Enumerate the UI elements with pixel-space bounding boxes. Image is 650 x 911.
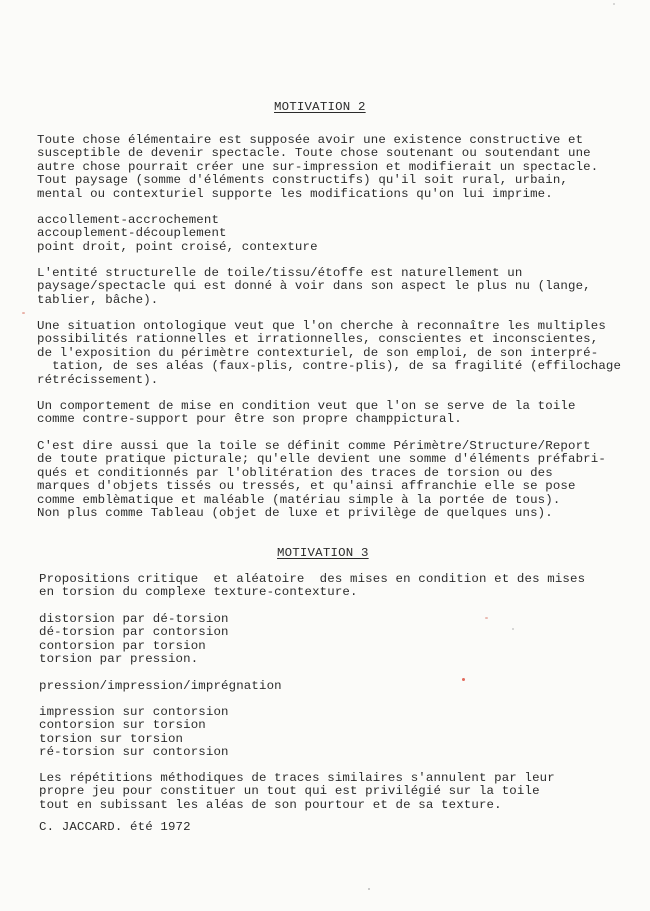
text-line: mental ou contexturiel supporte les modifications qu'on lui imprime. <box>37 186 553 201</box>
text-line: Toute chose élémentaire est supposée avoir une existence constructive et <box>37 133 584 147</box>
text-line: tout en subissant les aléas de son pourtour et de sa texture. <box>39 797 502 812</box>
line-pression: pression/impression/imprégnation <box>39 679 282 693</box>
text-line: autre chose pourrait créer une sur-impression et modifierait un spectacle. <box>37 159 599 174</box>
text-line: en torsion du complexe texture-contexture. <box>39 585 358 600</box>
paper-speck <box>512 628 514 630</box>
text-line: Tout paysage (somme d'éléments constructifs) qu'il soit rural, urbain, <box>37 173 568 188</box>
text-line: marques d'objets tissés ou tressés, et qu'ainsi affranchie elle se pose <box>37 479 576 494</box>
text-line: tablier, bâche). <box>37 292 159 307</box>
paper-speck <box>485 617 488 619</box>
text-line: propre jeu pour constituer un tout qui est privilégié sur la toile <box>39 784 540 799</box>
text-line: contorsion sur torsion <box>39 718 206 733</box>
paper-speck <box>613 3 615 5</box>
paper-speck <box>462 678 465 681</box>
text-line: comme emblèmatique et maléable (matériau simple à la portée de tous). <box>37 492 561 507</box>
list-contorsion <box>39 706 229 760</box>
text-line: C'est dire aussi que la toile se définit comme Périmètre/Structure/Report <box>37 439 591 453</box>
text-line: dé-torsion par contorsion <box>39 625 229 640</box>
list-accouplement <box>37 214 318 254</box>
text-line: Non plus comme Tableau (objet de luxe et privilège de quelques uns). <box>37 506 553 521</box>
signature: C. JACCARD. été 1972 <box>39 820 191 834</box>
text-line: possibilités rationnelles et irrationnelles, conscientes et inconscientes, <box>37 332 599 347</box>
paragraph-1 <box>37 134 598 201</box>
text-line: tation, de ses aléas (faux-plis, contre-plis), de sa fragilité (effilochage <box>37 359 622 374</box>
text-line: ré-torsion sur contorsion <box>39 745 229 760</box>
heading-motivation-3: MOTIVATION 3 <box>277 546 369 560</box>
text-line: Propositions critique et aléatoire des mises en condition et des mises <box>39 572 586 586</box>
paragraph-2 <box>37 267 591 307</box>
text-line: Une situation ontologique veut que l'on cherche à reconnaître les multiples <box>37 319 606 333</box>
text-line: accouplement-découplement <box>37 226 227 241</box>
heading-motivation-2: MOTIVATION 2 <box>274 100 366 114</box>
text-line: torsion sur torsion <box>39 731 184 746</box>
text-line: comme contre-support pour être son propre champpictural. <box>37 412 462 427</box>
text-line: rétrécissement). <box>37 372 159 387</box>
paragraph-4 <box>37 400 576 427</box>
text-line: susceptible de devenir spectacle. Toute chose soutenant ou soutendant une <box>37 146 591 161</box>
text-line: point droit, point croisé, contexture <box>37 239 318 254</box>
text-line: paysage/spectacle qui est donné à voir dans son aspect le plus nu (lange, <box>37 279 591 294</box>
text-line: torsion par pression. <box>39 652 199 667</box>
paragraph-3 <box>37 320 621 387</box>
text-line: contorsion par torsion <box>39 638 206 653</box>
paragraph-6 <box>39 573 585 600</box>
text-line: de toute pratique picturale; qu'elle devient une somme d'éléments préfabri- <box>37 452 606 467</box>
paper-speck <box>368 888 370 890</box>
text-line: de l'exposition du périmètre contexturiel, de son emploi, de son interpré- <box>37 345 599 360</box>
text-line: accollement-accrochement <box>37 213 220 227</box>
text-line: Les répétitions méthodiques de traces similaires s'annulent par leur <box>39 771 555 785</box>
text-line: impression sur contorsion <box>39 705 229 719</box>
text-line: L'entité structurelle de toile/tissu/étoffe est naturellement un <box>37 266 523 280</box>
paragraph-7 <box>39 772 555 812</box>
text-line: qués et conditionnés par l'oblitération des traces de torsion ou des <box>37 465 553 480</box>
paragraph-5 <box>37 440 606 520</box>
list-torsion <box>39 613 229 667</box>
text-line: distorsion par dé-torsion <box>39 612 229 626</box>
text-line: Un comportement de mise en condition veut que l'on se serve de la toile <box>37 399 576 413</box>
paper-speck <box>22 312 25 314</box>
